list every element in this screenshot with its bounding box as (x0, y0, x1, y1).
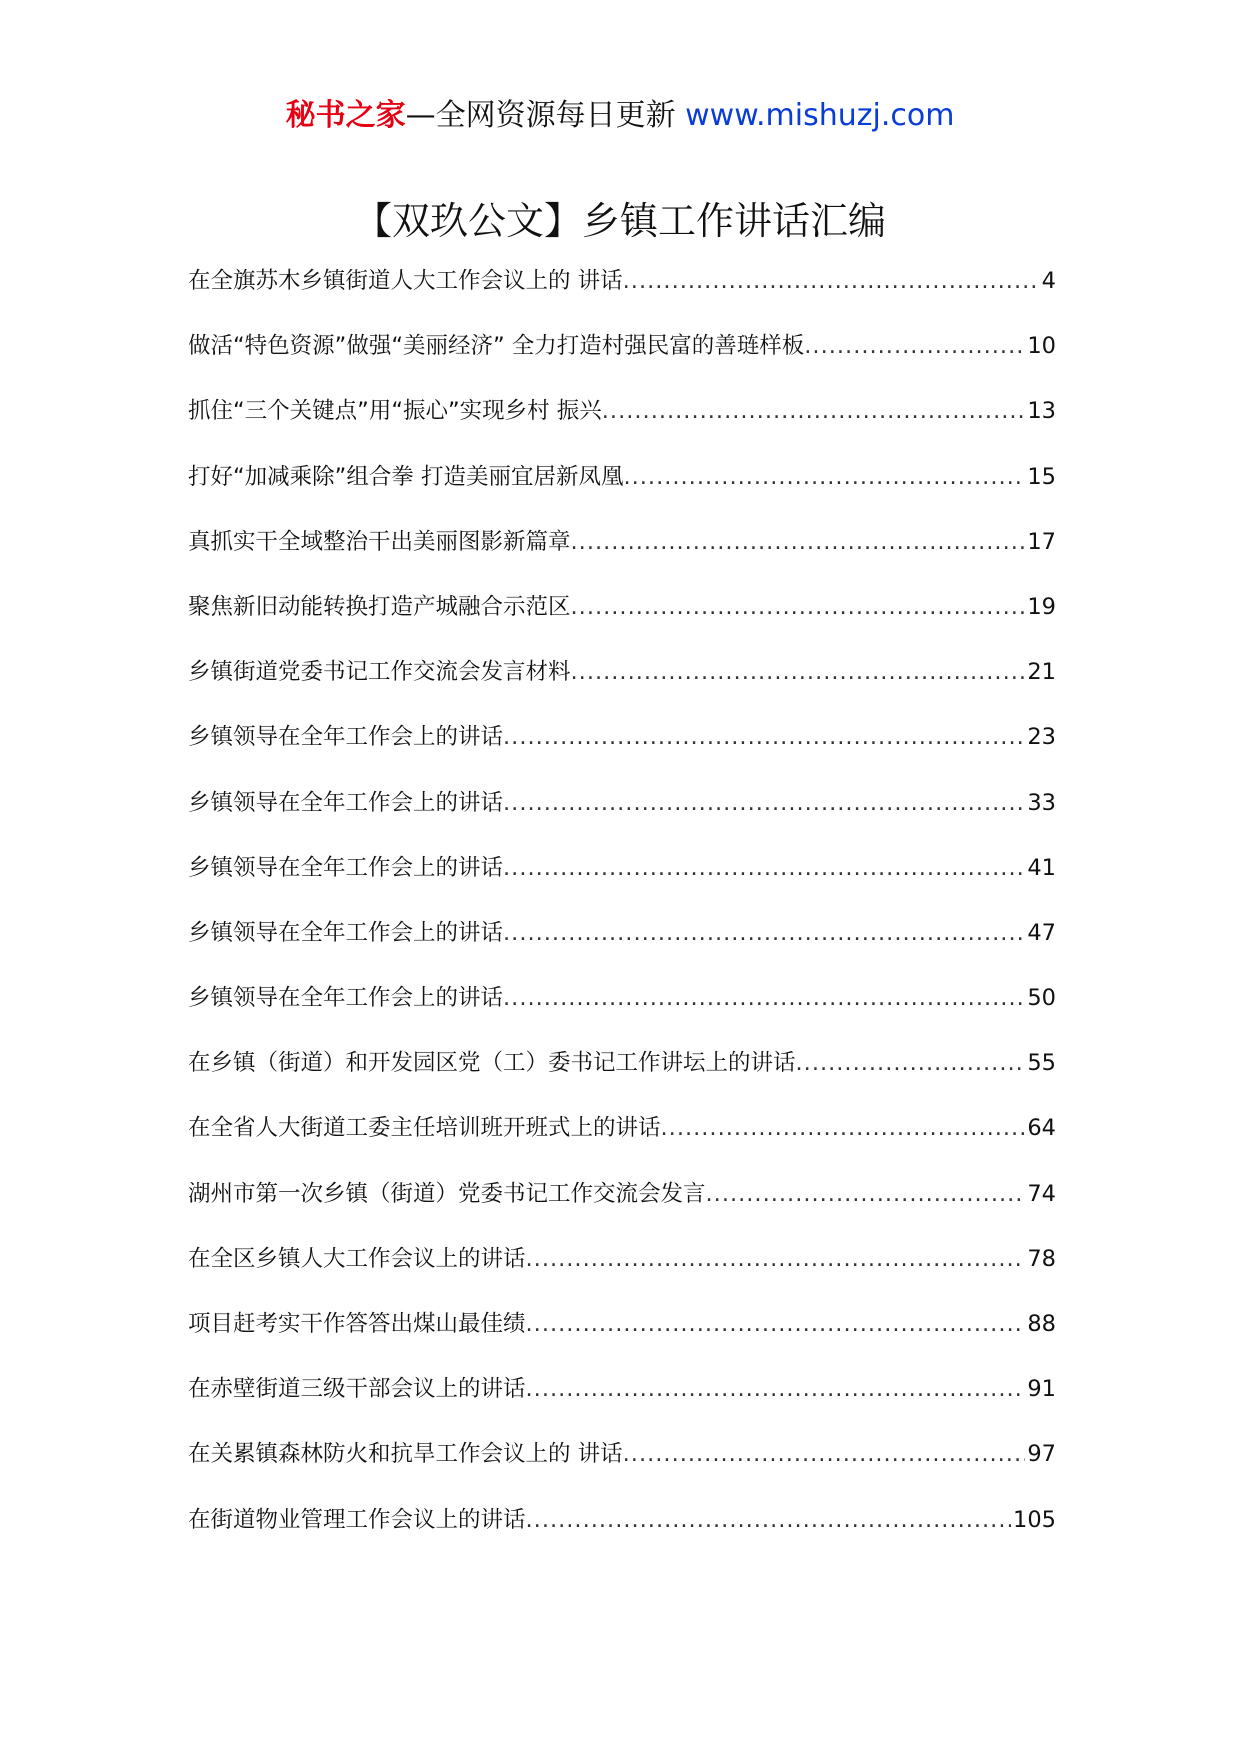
toc-entry-page: 15 (1027, 463, 1056, 490)
toc-dot-leader (571, 593, 1026, 621)
toc-entry[interactable] (188, 1310, 1056, 1375)
toc-entry-title: 在街道物业管理工作会议上的讲话 (188, 1506, 526, 1533)
toc-entry[interactable] (188, 397, 1056, 462)
toc-entry[interactable] (188, 593, 1056, 658)
toc-entry[interactable] (188, 984, 1056, 1049)
toc-dot-leader (503, 984, 1025, 1012)
toc-entry[interactable] (188, 1245, 1056, 1310)
toc-entry-title: 聚焦新旧动能转换打造产城融合示范区 (188, 593, 571, 620)
toc-entry-page: 13 (1027, 398, 1056, 425)
toc-entry-title: 乡镇领导在全年工作会上的讲话 (188, 919, 504, 946)
toc-entry-title: 真抓实干全域整治干出美丽图影新篇章 (188, 528, 571, 555)
toc-dot-leader (623, 463, 1025, 491)
toc-entry[interactable] (188, 267, 1056, 332)
toc-entry-page: 21 (1027, 659, 1056, 686)
toc-entry[interactable] (188, 789, 1056, 854)
table-of-contents (188, 267, 1056, 1571)
toc-entry[interactable] (188, 1440, 1056, 1505)
toc-entry-page: 50 (1027, 985, 1056, 1012)
toc-entry[interactable] (188, 332, 1056, 397)
toc-entry-title: 乡镇领导在全年工作会上的讲话 (188, 789, 504, 816)
toc-entry-title: 在全区乡镇人大工作会议上的讲话 (188, 1245, 526, 1272)
toc-entry-page: 74 (1027, 1180, 1056, 1207)
toc-dot-leader (804, 332, 1025, 360)
toc-entry-page: 41 (1027, 854, 1056, 881)
toc-dot-leader (526, 1310, 1026, 1338)
toc-dot-leader (571, 528, 1026, 556)
toc-dot-leader (503, 919, 1025, 947)
toc-entry[interactable] (188, 723, 1056, 788)
toc-entry[interactable] (188, 1375, 1056, 1440)
toc-entry[interactable] (188, 1049, 1056, 1114)
toc-entry-title: 项目赶考实干作答答出煤山最佳绩 (188, 1311, 526, 1337)
toc-entry-title: 乡镇领导在全年工作会上的讲话 (188, 985, 504, 1012)
site-tagline: —全网资源每日更新 (405, 98, 676, 133)
toc-entry-page: 88 (1027, 1311, 1056, 1337)
toc-entry-title: 乡镇街道党委书记工作交流会发言材料 (188, 659, 571, 686)
toc-entry-title: 在关累镇森林防火和抗旱工作会议上的 讲话 (188, 1441, 623, 1468)
toc-dot-leader (526, 1375, 1026, 1403)
toc-entry[interactable] (188, 658, 1056, 723)
site-header (0, 96, 1240, 136)
toc-entry-page: 64 (1027, 1115, 1056, 1142)
toc-dot-leader (706, 1180, 1026, 1208)
toc-dot-leader (503, 854, 1025, 882)
site-url-link[interactable]: www.mishuzj.com (685, 98, 955, 133)
toc-entry-page: 105 (1013, 1506, 1056, 1533)
toc-dot-leader (623, 267, 1040, 295)
toc-entry-title: 在全省人大街道工委主任培训班开班式上的讲话 (188, 1115, 661, 1142)
toc-entry-page: 19 (1027, 593, 1056, 620)
toc-entry-page: 91 (1027, 1376, 1056, 1403)
toc-entry-title: 乡镇领导在全年工作会上的讲话 (188, 724, 504, 751)
toc-entry-page: 97 (1027, 1441, 1056, 1468)
toc-dot-leader (661, 1114, 1026, 1142)
document-title: 【双玖公文】乡镇工作讲话汇编 (353, 199, 886, 243)
toc-entry-page: 17 (1027, 528, 1056, 555)
toc-entry[interactable] (188, 854, 1056, 919)
toc-dot-leader (602, 397, 1026, 425)
toc-dot-leader (623, 1440, 1026, 1468)
toc-entry[interactable] (188, 528, 1056, 593)
toc-entry[interactable] (188, 919, 1056, 984)
toc-entry-title: 乡镇领导在全年工作会上的讲话 (188, 854, 504, 881)
toc-entry-page: 55 (1027, 1050, 1056, 1077)
toc-entry-page: 33 (1027, 789, 1056, 816)
toc-entry-title: 在全旗苏木乡镇街道人大工作会议上的 讲话 (188, 268, 623, 294)
site-name: 秘书之家 (285, 98, 406, 133)
toc-entry[interactable] (188, 1506, 1056, 1571)
toc-entry-title: 在乡镇（街道）和开发园区党（工）委书记工作讲坛上的讲话 (188, 1050, 796, 1077)
toc-entry[interactable] (188, 463, 1056, 528)
toc-entry[interactable] (188, 1180, 1056, 1245)
toc-dot-leader (526, 1245, 1026, 1273)
toc-entry-page: 4 (1041, 268, 1056, 294)
toc-dot-leader (571, 658, 1026, 686)
toc-dot-leader (503, 723, 1025, 751)
toc-entry-title: 抓住“三个关键点”用“振心”实现乡村 振兴 (188, 398, 602, 425)
toc-entry-page: 47 (1027, 919, 1056, 946)
toc-dot-leader (526, 1506, 1012, 1534)
toc-entry-title: 在赤壁街道三级干部会议上的讲话 (188, 1376, 526, 1403)
toc-entry-title: 打好“加减乘除”组合拳 打造美丽宜居新凤凰 (188, 463, 624, 490)
toc-dot-leader (503, 789, 1025, 817)
toc-dot-leader (796, 1049, 1026, 1077)
toc-entry-title: 做活“特色资源”做强“美丽经济” 全力打造村强民富的善琏样板 (188, 333, 805, 360)
toc-entry-page: 23 (1027, 724, 1056, 751)
toc-entry-page: 78 (1027, 1245, 1056, 1272)
toc-entry-title: 湖州市第一次乡镇（街道）党委书记工作交流会发言 (188, 1180, 706, 1207)
toc-entry-page: 10 (1027, 333, 1056, 360)
toc-entry[interactable] (188, 1114, 1056, 1179)
